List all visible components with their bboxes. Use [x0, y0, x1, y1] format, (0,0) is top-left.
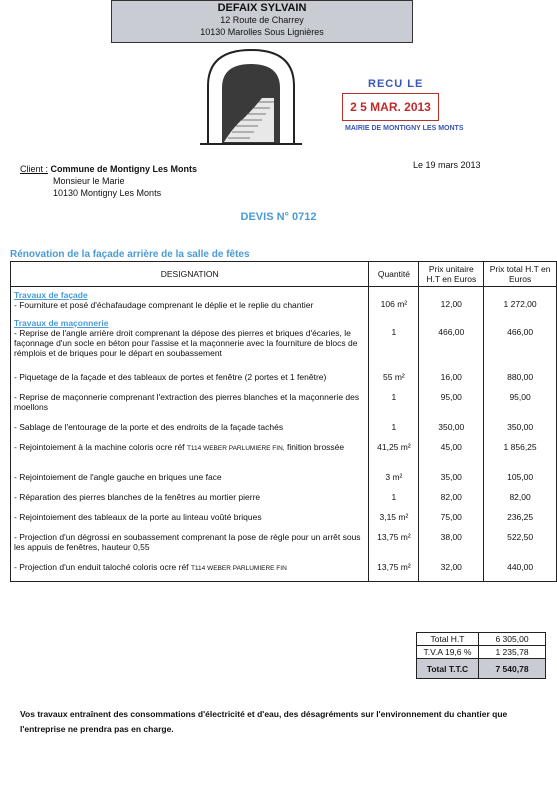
row-total-price: 350,00 [484, 419, 557, 439]
table-row [11, 419, 557, 439]
row-unit-price: 38,00 [419, 529, 484, 559]
totals-table [416, 632, 546, 679]
row-qty: 3,15 m² [369, 509, 419, 529]
tva-value: 1 235,78 [479, 646, 546, 659]
header-quantity: Quantité [369, 262, 419, 287]
table-row [11, 489, 557, 509]
received-stamp [340, 78, 464, 136]
table-header-row [11, 262, 557, 287]
row-designation-end: finition brossée [286, 442, 345, 452]
row-qty: 106 m² [369, 287, 419, 316]
client-label: Client : [20, 164, 49, 174]
stamp-received-label: RECU LE [368, 78, 424, 90]
row-unit-price: 35,00 [419, 469, 484, 489]
company-city: 10130 Marolles Sous Lignières [200, 27, 324, 37]
document-date: Le 19 mars 2013 [413, 160, 481, 170]
row-designation: - Fourniture et posé d'échafaudage comprenant le déplie et le replie du chantier [14, 300, 314, 310]
row-total-price: 440,00 [484, 559, 557, 582]
row-product-ref: T114 WEBER PARLUMIERE FIN [190, 565, 287, 572]
row-designation: - Réparation des pierres blanches de la fenêtres au mortier pierre [11, 489, 369, 509]
arch-logo [200, 46, 302, 146]
table-row [11, 469, 557, 489]
total-ttc-value: 7 540,78 [479, 659, 546, 679]
row-designation: - Projection d'un dégrossi en soubassement comprenant la pose de règle pour un arrêt sous les appuis de fenêtres, hauteur 0,55 [11, 529, 369, 559]
row-designation: - Reprise de l'angle arrière droit comprenant la dépose des pierres et briques d'écaries, le façonnage d'un socle en béton pour l'assise et la maçonnerie avec la fourniture de blocs de rémplois et de briques pour le départ en soubassement [14, 328, 358, 358]
table-row [11, 389, 557, 419]
row-total-price: 82,00 [484, 489, 557, 509]
row-total-price: 105,00 [484, 469, 557, 489]
table-row [11, 315, 557, 369]
stamp-date: 2 5 MAR. 2013 [342, 93, 439, 121]
row-total-price: 522,50 [484, 529, 557, 559]
header-total-price: Prix total H.T en Euros [484, 262, 557, 287]
row-total-price: 95,00 [484, 389, 557, 419]
total-ttc-label: Total T.T.C [417, 659, 479, 679]
company-name: DEFAIX SYLVAIN [217, 2, 307, 14]
row-qty: 13,75 m² [369, 529, 419, 559]
stamp-mairie: MAIRIE DE MONTIGNY LES MONTS [345, 125, 464, 132]
company-header [111, 0, 413, 43]
row-total-price: 880,00 [484, 369, 557, 389]
row-unit-price: 32,00 [419, 559, 484, 582]
row-designation: - Sablage de l'entourage de la porte et des endroits de la façade tachés [11, 419, 369, 439]
header-designation: DESIGNATION [11, 262, 369, 287]
row-qty: 55 m² [369, 369, 419, 389]
row-qty: 3 m² [369, 469, 419, 489]
total-ht-label: Total H.T [417, 633, 479, 646]
row-total-price: 466,00 [484, 315, 557, 369]
row-unit-price: 82,00 [419, 489, 484, 509]
table-row [11, 509, 557, 529]
row-designation: - Projection d'un enduit taloché coloris ocre réf [14, 562, 189, 572]
row-qty: 1 [369, 315, 419, 369]
table-row [11, 287, 557, 316]
tva-row [417, 646, 546, 659]
table-row [11, 559, 557, 582]
header-unit-price: Prix unitaire H.T en Euros [419, 262, 484, 287]
row-qty: 1 [369, 489, 419, 509]
quote-table [10, 261, 557, 582]
table-row [11, 529, 557, 559]
row-unit-price: 350,00 [419, 419, 484, 439]
row-designation: - Reprise de maçonnerie comprenant l'extraction des pierres blanches et la maçonnerie des moellons [11, 389, 369, 419]
row-designation: - Rejointoiement de l'angle gauche en briques une face [11, 469, 369, 489]
row-qty: 13,75 m² [369, 559, 419, 582]
client-name: Commune de Montigny Les Monts [50, 164, 198, 174]
category-facade: Travaux de façade [14, 290, 88, 300]
row-designation: - Rejointoiement des tableaux de la porte au linteau voûté briques [11, 509, 369, 529]
row-unit-price: 45,00 [419, 439, 484, 469]
row-unit-price: 12,00 [419, 287, 484, 316]
row-total-price: 236,25 [484, 509, 557, 529]
row-designation: - Piquetage de la façade et des tableaux de portes et fenêtre (2 portes et 1 fenêtre) [11, 369, 369, 389]
client-line2: 10130 Montigny Les Monts [53, 188, 162, 198]
tva-label: T.V.A 19,6 % [417, 646, 479, 659]
row-qty: 1 [369, 419, 419, 439]
row-product-ref: T114 WEBER PARLUMIERE FIN, [186, 445, 285, 452]
company-address: 12 Route de Charrey [220, 15, 304, 25]
table-row [11, 439, 557, 469]
devis-number: DEVIS N° 0712 [240, 211, 317, 223]
row-total-price: 1 272,00 [484, 287, 557, 316]
row-qty: 1 [369, 389, 419, 419]
client-line1: Monsieur le Marie [53, 176, 125, 186]
row-qty: 41,25 m² [369, 439, 419, 469]
row-unit-price: 466,00 [419, 315, 484, 369]
row-unit-price: 75,00 [419, 509, 484, 529]
row-unit-price: 95,00 [419, 389, 484, 419]
table-row [11, 369, 557, 389]
row-unit-price: 16,00 [419, 369, 484, 389]
client-block [20, 163, 197, 199]
total-ht-row [417, 633, 546, 646]
section-title: Rénovation de la façade arrière de la salle de fêtes [10, 249, 250, 260]
total-ht-value: 6 305,00 [479, 633, 546, 646]
total-ttc-row [417, 659, 546, 679]
row-designation: - Rejointoiement à la machine coloris ocre réf [14, 442, 185, 452]
footer-note: Vos travaux entraînent des consommations d'électricité et d'eau, des désagréments sur l'environnement du chantier que l'entreprise ne prendra pas en charge. [20, 709, 508, 734]
row-total-price: 1 856,25 [484, 439, 557, 469]
category-maconnerie: Travaux de maçonnerie [14, 318, 109, 328]
